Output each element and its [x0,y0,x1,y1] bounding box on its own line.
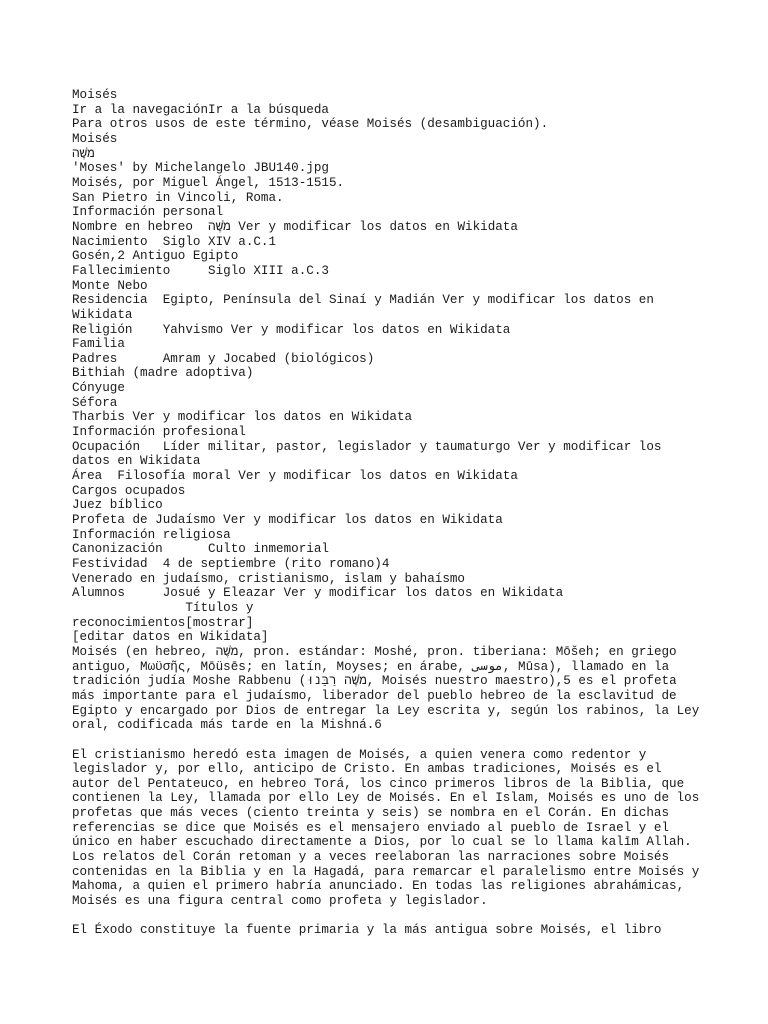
infobox-caption: Moisés, por Miguel Ángel, 1513-1515. [72,175,345,190]
paragraph-line: referencias se dice que Moisés es el mensajero enviado al pueblo de Israel y el [72,820,670,835]
paragraph-line: antiguo, Μωϋσῆς, Mōüsēs; en latín, Moyses; en árabe, موسى‎, Mūsa), llamado en la [72,659,670,674]
infobox-row: Información personal [72,205,224,220]
infobox-row: Juez bíblico [72,498,163,513]
infobox-row: Séfora [72,395,118,410]
infobox-row: Área Filosofía moral Ver y modificar los datos en Wikidata [72,469,518,484]
skip-links[interactable]: Ir a la navegaciónIr a la búsqueda [72,102,329,117]
infobox-caption-location: San Pietro in Vincoli, Roma. [72,190,284,205]
paragraph-line: autor del Pentateuco, en hebreo Torá, los cinco primeros libros de la Biblia, que [72,776,685,791]
infobox-row: Información religiosa [72,527,231,542]
infobox-row: [editar datos en Wikidata] [72,630,269,645]
infobox-row: Festividad 4 de septiembre (rito romano)4 [72,557,390,571]
infobox-row: Venerado en judaísmo, cristianismo, islam y bahaísmo [72,571,465,586]
paragraph-gap [72,733,712,748]
paragraph-gap [72,909,712,924]
disambiguation-hatnote: Para otros usos de este término, véase Moisés (desambiguación). [72,117,549,132]
infobox-row: Monte Nebo [72,278,148,293]
infobox-row: Gosén,2 Antiguo Egipto [72,249,239,264]
infobox-row: Títulos y [72,600,254,615]
page-title: Moisés [72,88,118,102]
paragraph-line: oral, codificada más tarde en la Mishná.6 [72,718,382,733]
paragraph [72,748,712,909]
paragraph-line: Los relatos del Corán retoman y a veces reelaboran las narraciones sobre Moisés [72,850,670,865]
infobox-row: Fallecimiento Siglo XIII a.C.3 [72,263,329,278]
infobox-row: Nombre en hebreo מֹשֶׁה Ver y modificar los datos en Wikidata [72,219,518,234]
paragraph-line: Egipto y encargado por Dios de entregar la Ley escrita y, según los rabinos, la Ley [72,703,700,718]
infobox-hebrew-name: מֹשֶׁה [72,146,95,161]
infobox-row: Nacimiento Siglo XIV a.C.1 [72,234,277,249]
paragraph-line: contenidas en la Biblia y en la Hagadá, para remarcar el paralelismo entre Moisés y [72,864,700,879]
paragraph-line: Moisés (en hebreo, מֹשֶׁה, pron. estándar: Moshé, pron. tiberiana: Mōšeh; en griego [72,644,677,659]
infobox-row: Ocupación Líder militar, pastor, legislador y taumaturgo Ver y modificar los [72,439,662,454]
infobox-row: Tharbis Ver y modificar los datos en Wikidata [72,410,413,425]
paragraph-line: Mahoma, a quien el primero habría anunciado. En todas las religiones abrahámicas, [72,879,685,894]
paragraph-line: El cristianismo heredó esta imagen de Moisés, a quien venera como redentor y [72,747,647,762]
infobox-row: Bithiah (madre adoptiva) [72,366,254,381]
paragraph-line: legislador y, por ello, anticipo de Cristo. En ambas tradiciones, Moisés es el [72,762,662,777]
article-body [72,645,712,938]
paragraph-line: tradición judía Moshe Rabbenu (מֹשֶׁה רַבֵּנוּ, Moisés nuestro maestro),5 es el profeta [72,674,677,689]
infobox-row: Cónyuge [72,381,125,396]
infobox-row: Wikidata [72,307,133,322]
infobox-row: datos en Wikidata [72,454,201,469]
article-text [72,88,712,938]
infobox-row: Religión Yahvismo Ver y modificar los datos en Wikidata [72,322,511,337]
infobox-row: Familia [72,337,125,352]
paragraph-line: único en haber escuchado directamente a Dios, por lo cual se lo llama kalīm Allah. [72,835,692,850]
paragraph-line: contienen la Ley, llamada por ello Ley de Moisés. En el Islam, Moisés es uno de los [72,791,700,806]
infobox-row: Padres Amram y Jocabed (biológicos) [72,351,375,366]
infobox-row: Canonización Culto inmemorial [72,542,329,557]
paragraph [72,645,712,733]
infobox-row: Residencia Egipto, Península del Sinaí y Madián Ver y modificar los datos en [72,293,654,308]
infobox-row: Cargos ocupados [72,483,186,498]
infobox-row: Alumnos Josué y Eleazar Ver y modificar los datos en Wikidata [72,586,564,601]
paragraph-line: profetas que más veces (ciento treinta y seis) se nombra en el Corán. En dichas [72,806,670,821]
paragraph-line: Moisés es una figura central como profeta y legislador. [72,894,488,909]
infobox-row: reconocimientos[mostrar] [72,615,254,630]
infobox-row: Información profesional [72,425,246,440]
infobox [72,205,712,645]
infobox-name: Moisés [72,131,118,146]
paragraph-line: más importante para el judaísmo, liberador del pueblo hebreo de la esclavitud de [72,688,677,703]
infobox-row: Profeta de Judaísmo Ver y modificar los datos en Wikidata [72,513,503,528]
paragraph-line: El Éxodo constituye la fuente primaria y la más antigua sobre Moisés, el libro [72,923,662,938]
infobox-image-file[interactable]: 'Moses' by Michelangelo JBU140.jpg [72,161,329,176]
paragraph [72,923,712,938]
